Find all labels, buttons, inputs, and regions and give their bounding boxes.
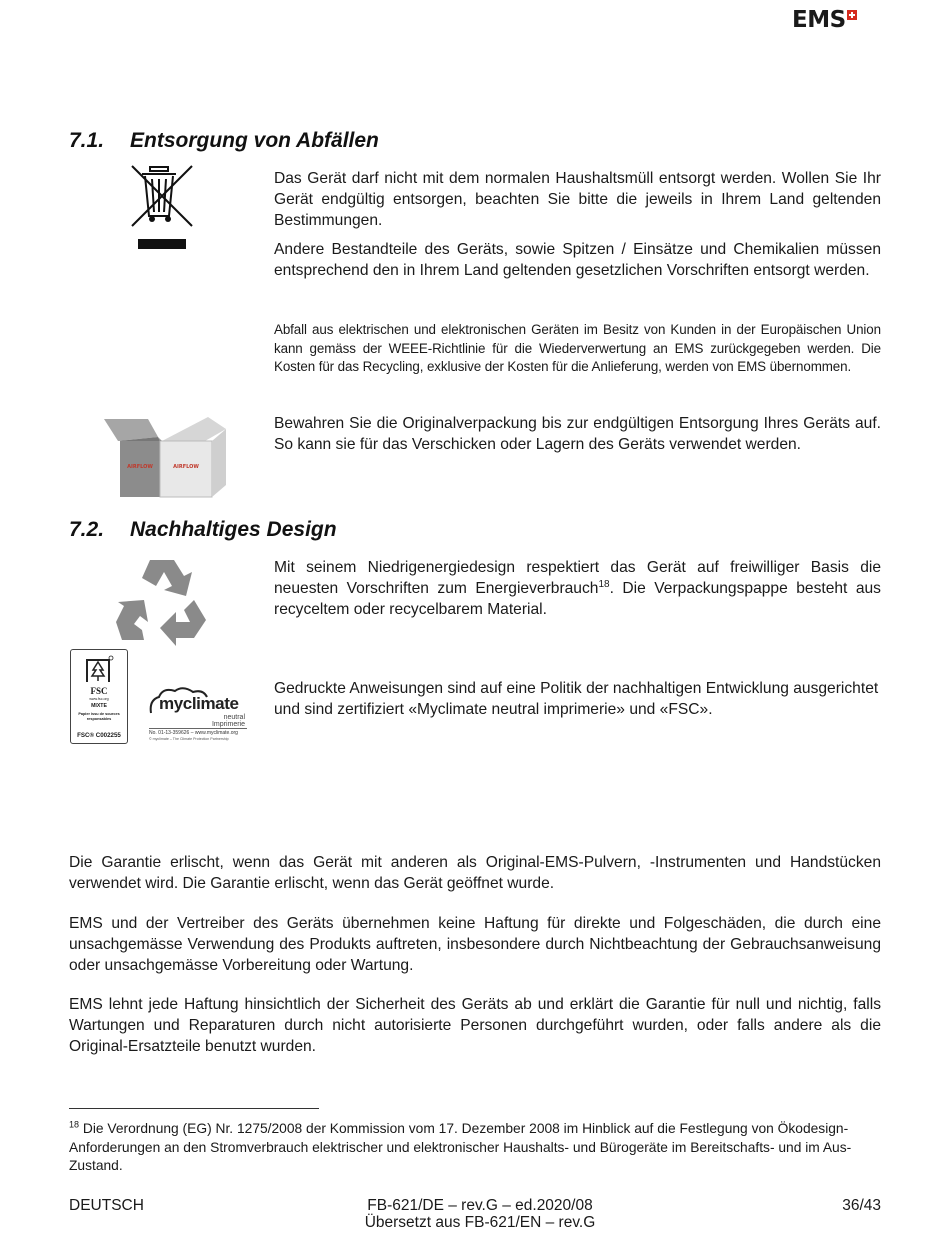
section-title: Nachhaltiges Design (130, 518, 337, 541)
logo-text: EMS (792, 7, 846, 33)
footnote (69, 1120, 859, 1176)
footer-document-ref (360, 1197, 600, 1231)
fsc-badge (70, 649, 128, 744)
myclimate-wordmark: myclimate (159, 694, 239, 713)
footer-doc-line-2: Übersetzt aus FB-621/EN – rev.G (364, 1214, 596, 1231)
fsc-mixte: MIXTE (91, 703, 107, 709)
warranty-paragraph-3: EMS lehnt jede Haftung hinsichtlich der Sicherheit des Geräts ab und erklärt die Garantie für null und nichtig, falls Wartungen und Reparaturen durch nicht autorisierte Personen durchgeführt wurden, oder falls andere als die Original-Ersatzteile benutzt wurden. (69, 996, 881, 1055)
warranty-paragraph-2: EMS und der Vertreiber des Geräts übernehmen keine Haftung für direkte und Folgeschäden, die durch eine unsachgemässe Verwendung des Produkts auftreten, insbesondere durch Nichtbeachtung der Gebrauchsanweisung oder unsachgemässe Vorbereitung oder Wartung. (69, 915, 881, 974)
weee-crossed-bin-icon (130, 163, 194, 253)
myclimate-copyright: © myclimate – The Climate Protection Partnership (149, 737, 229, 741)
recycling-icon (114, 556, 210, 646)
section-7-2-heading (69, 518, 337, 542)
footnote-reference: 18 (598, 578, 610, 590)
fsc-url: www.fsc.org (89, 697, 109, 701)
weee-paragraph: Abfall aus elektrischen und elektronischen Geräten im Besitz von Kunden in der Europäischen Union kann gemäss der WEEE-Richtlinie für die Wiederverwertung an EMS zurückgegeben werden. Die Kosten für das Recycling, exklusive der Kosten für die Anlieferung, werden von EMS übernommen. (274, 322, 881, 374)
myclimate-neutral: neutral (223, 714, 245, 721)
myclimate-divider (149, 728, 247, 729)
fsc-code: FSC® C002255 (77, 732, 121, 739)
box-label-light: AIRFLOW (173, 464, 199, 470)
section-title: Entsorgung von Abfällen (130, 129, 379, 152)
section-number: 7.2. (69, 518, 105, 541)
section-7-1-heading (69, 129, 379, 153)
fsc-text: Papier issu de sources responsables (78, 712, 120, 721)
myclimate-logo (147, 686, 249, 748)
design-text-before: Mit seinem Niedrigenergiedesign respektiert das Gerät auf freiwilliger Basis die neuesten Vorschriften zum Energieverbrauch (274, 559, 881, 597)
packaging-paragraph: Bewahren Sie die Originalverpackung bis zur endgültigen Entsorgung Ihres Geräts auf. So kann sie für das Verschicken oder Lagern des Geräts verwendet werden. (274, 415, 881, 453)
warranty-paragraph-1: Die Garantie erlischt, wenn das Gerät mit anderen als Original-EMS-Pulvern, -Instrumenten und Handstücken verwendet wird. Die Garantie erlischt, wenn das Gerät geöffnet wurde. (69, 854, 881, 892)
fsc-tree-icon (83, 654, 115, 686)
footnote-marker: 18 (69, 1119, 80, 1130)
section-number: 7.1. (69, 129, 105, 152)
packaging-boxes-image (100, 415, 228, 499)
footer-doc-line-1: FB-621/DE – rev.G – ed.2020/08 (367, 1197, 593, 1214)
footer-page-number: 36/43 (842, 1197, 881, 1214)
disposal-paragraph-2: Andere Bestandteile des Geräts, sowie Spitzen / Einsätze und Chemikalien müssen entsprechend den in Ihrem Land geltenden gesetzlichen Vorschriften entsorgt werden. (274, 241, 881, 279)
box-label-dark: AIRFLOW (127, 464, 153, 470)
ems-logo (792, 8, 857, 32)
disposal-paragraph-1: Das Gerät darf nicht mit dem normalen Haushaltsmüll entsorgt werden. Wollen Sie Ihr Gerät endgültig entsorgen, beachten Sie bitte die jeweils in Ihrem Land geltenden Bestimmungen. (274, 170, 881, 229)
swiss-flag-icon (847, 10, 857, 20)
myclimate-imprimerie: Imprimerie (211, 721, 245, 728)
footnote-text: Die Verordnung (EG) Nr. 1275/2008 der Kommission vom 17. Dezember 2008 im Hinblick auf die Festlegung von Ökodesign-Anforderungen an den Stromverbrauch elektrischer und elektronischer Haushalts- und Bürogeräte im Bereitschafts- und im Aus-Zustand. (69, 1121, 852, 1173)
footer-language: DEUTSCH (69, 1197, 144, 1214)
footnote-rule (69, 1108, 319, 1109)
sustainable-design-paragraph (274, 557, 881, 620)
certification-paragraph: Gedruckte Anweisungen sind auf eine Politik der nachhaltigen Entwicklung ausgerichtet und sind zertifiziert «Myclimate neutral imprimerie» und «FSC». (274, 680, 879, 718)
myclimate-number: No. 01-13-359626 – www.myclimate.org (149, 730, 238, 736)
fsc-brand: FSC (90, 686, 108, 696)
design-text-after: . Die Verpackungspappe besteht aus recyceltem oder recycelbarem Material. (274, 580, 881, 618)
